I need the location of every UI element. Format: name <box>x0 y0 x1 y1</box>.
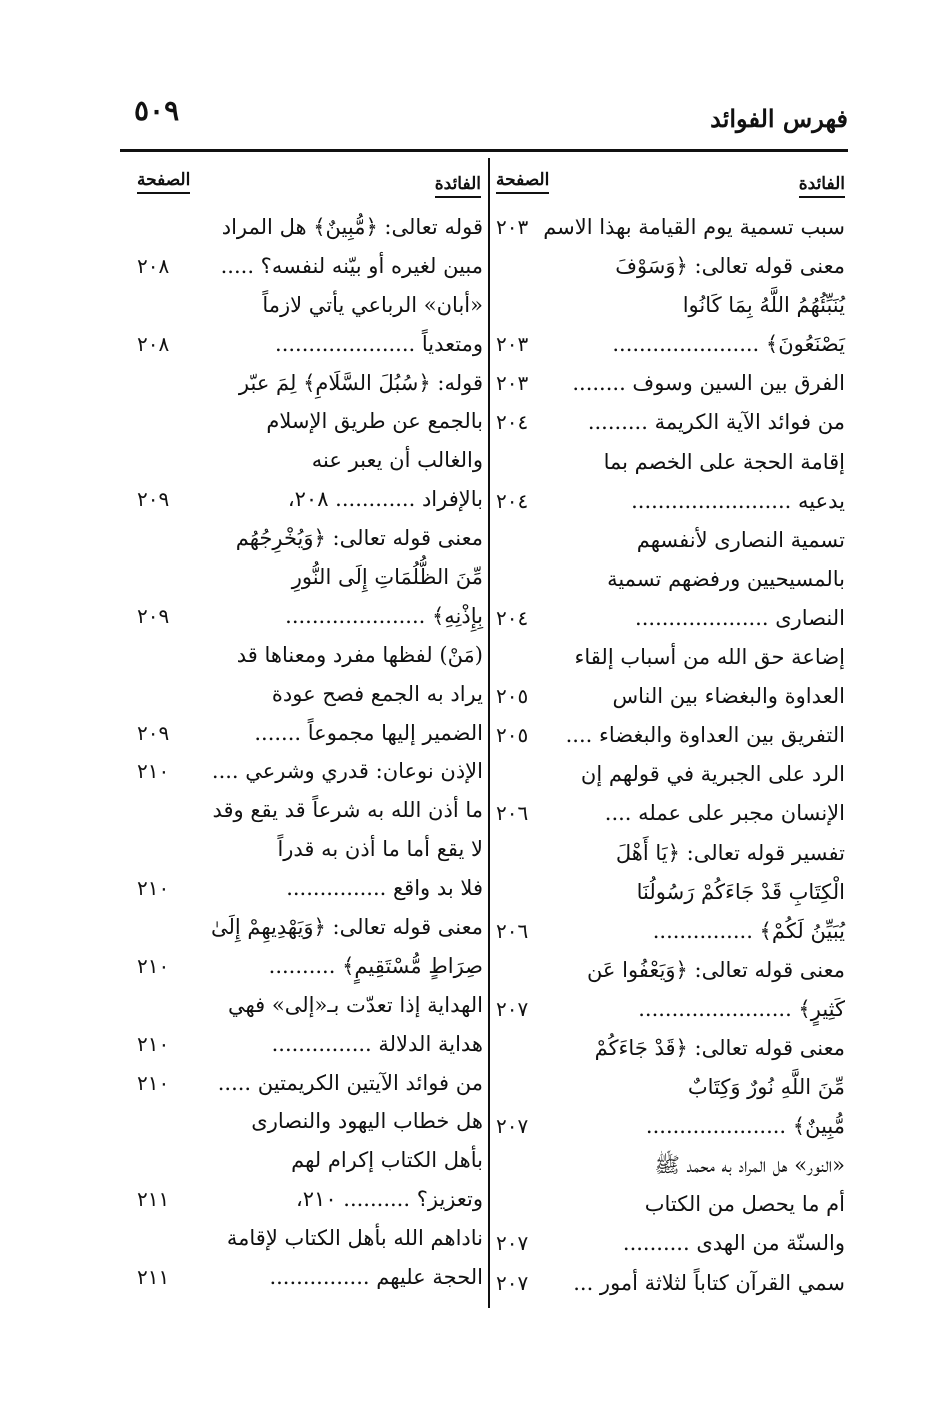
entry-text: بأهل الكتاب إكرام لهم <box>291 1148 483 1173</box>
entry-page-number: ٢٠٩ <box>137 720 170 745</box>
entry-text: بالمسيحيين ورفضهم تسمية <box>607 566 845 591</box>
entry-text: الحجة عليهم ............... <box>269 1265 483 1290</box>
index-entry-line <box>133 208 485 247</box>
index-entry-line <box>492 1029 847 1068</box>
column-heading <box>133 168 485 208</box>
index-entry-line <box>492 716 847 755</box>
index-entry-line <box>492 1146 847 1185</box>
index-column-right <box>492 168 847 1303</box>
entry-page-number: ٢٠٤ <box>496 605 529 630</box>
entry-page-number: ٢١٠ <box>137 759 170 784</box>
index-entry-line <box>492 1264 847 1303</box>
entry-page-number: ٢٠٩ <box>137 487 170 512</box>
index-entry-line <box>492 1068 847 1107</box>
index-entry-line <box>133 1258 485 1297</box>
index-entry-line <box>492 364 847 403</box>
entry-page-number: ٢٠٨ <box>137 253 170 278</box>
index-entry-line <box>492 755 847 794</box>
entry-text: مبين لغيره أو بيّنه لنفسه؟ ..... <box>220 253 483 278</box>
entry-text: الرد على الجبرية في قولهم إن <box>580 762 845 787</box>
index-entry-line <box>133 986 485 1025</box>
heading-page: الصفحة <box>496 170 549 194</box>
entry-text: «النور» هل المراد به محمد ﷺ <box>654 1153 845 1178</box>
entry-text: تسمية النصارى لأنفسهم <box>636 527 845 552</box>
index-entry-line <box>133 247 485 286</box>
entry-text: معنى قوله تعالى: ﴿وَيُخْرِجُهُم <box>235 526 483 551</box>
entry-text: من فوائد الآيتين الكريمتين ..... <box>217 1070 483 1095</box>
entry-text: والغالب أن يعبر عنه <box>311 448 483 473</box>
index-entry-line <box>492 247 847 286</box>
index-entry-line <box>492 912 847 951</box>
index-entry-line <box>492 794 847 833</box>
entry-text: معنى قوله تعالى: ﴿وَيَعْفُوا عَن <box>586 957 845 982</box>
index-entry-line <box>133 1141 485 1180</box>
index-entry-line <box>133 558 485 597</box>
entry-text: إضاعة حق الله من أسباب إلقاء <box>574 645 845 670</box>
entry-text: التفريق بين العداوة والبغضاء .... <box>565 723 845 748</box>
entry-page-number: ٢١٠ <box>137 876 170 901</box>
index-entry-line <box>492 325 847 364</box>
index-entry-line <box>133 714 485 753</box>
entry-text: مِّنَ اللَّهِ نُورٌ وَكِتَابٌ <box>687 1075 845 1100</box>
entry-text: قوله: ﴿سُبُلَ السَّلَامِ﴾ لِمَ عبّر <box>238 370 483 395</box>
index-entry-line <box>133 402 485 441</box>
entry-text: (مَنْ) لفظها مفرد ومعناها قد <box>236 642 483 667</box>
entry-text: الضمير إليها مجموعاً ....... <box>254 720 483 745</box>
entry-text: الهداية إذا تعدّت بـ«إلى» فهي <box>227 992 483 1017</box>
index-entry-line <box>133 869 485 908</box>
index-entry-line <box>133 441 485 480</box>
heading-page: الصفحة <box>137 170 190 194</box>
header-rule <box>120 149 848 152</box>
entry-page-number: ٢٠٥ <box>496 684 529 709</box>
entry-text: قوله تعالى: ﴿مُّبِينٌ﴾ هل المراد <box>221 215 483 239</box>
index-entry-line <box>133 947 485 986</box>
entry-text: أم ما يحصل من الكتاب <box>644 1192 845 1217</box>
entry-page-number: ٢١٠ <box>137 1031 170 1056</box>
entry-page-number: ٢٠٧ <box>496 1270 529 1295</box>
index-entry-line <box>133 830 485 869</box>
index-entry-line <box>133 908 485 947</box>
entry-text: ومتعدياً ..................... <box>275 331 483 356</box>
entry-page-number: ٢٠٨ <box>137 331 170 356</box>
index-entry-line <box>133 286 485 325</box>
index-entry-line <box>492 208 847 247</box>
index-entry-line <box>133 1025 485 1064</box>
index-entry-line <box>133 519 485 558</box>
index-entry-line <box>492 403 847 442</box>
entry-text: تفسير قوله تعالى: ﴿يَا أَهْلَ <box>615 840 845 865</box>
index-entry-line <box>133 597 485 636</box>
column-divider <box>488 158 490 1308</box>
index-entry-line <box>133 364 485 403</box>
entry-text: فلا بد واقع ............... <box>286 876 483 901</box>
entry-text: إقامة الحجة على الخصم بما <box>603 449 845 474</box>
entry-text: ما أذن الله به شرعاً قد يقع وقد <box>212 798 483 823</box>
entry-page-number: ٢٠٦ <box>496 918 529 943</box>
index-entry-line <box>492 1107 847 1146</box>
entry-text: يراد به الجمع فصح عودة <box>271 681 483 706</box>
index-entry-line <box>492 599 847 638</box>
entry-page-number: ٢١٠ <box>137 953 170 978</box>
page-title: فهرس الفوائد <box>710 104 848 133</box>
entry-text: يدعيه ........................ <box>631 488 845 513</box>
page-header <box>120 90 848 152</box>
entry-text: مِّنَ الظُّلُمَاتِ إِلَى النُّورِ <box>291 565 483 590</box>
index-entry-line <box>492 1224 847 1263</box>
entry-text: معنى قوله تعالى: ﴿وَيَهْدِيهِمْ إِلَىٰ <box>210 915 483 940</box>
index-entry-line <box>492 521 847 560</box>
entry-text: سبب تسمية يوم القيامة بهذا الاسم <box>543 215 845 239</box>
entry-text: صِرَاطٍ مُّسْتَقِيمٍ﴾ .......... <box>268 953 483 978</box>
index-column-left <box>133 168 485 1297</box>
index-entry-line <box>133 1064 485 1103</box>
entry-text: بالجمع عن طريق الإسلام <box>266 409 483 434</box>
entry-page-number: ٢٠٧ <box>496 1231 529 1256</box>
index-entry-line <box>133 675 485 714</box>
index-entry-line <box>133 325 485 364</box>
entry-page-number: ٢١١ <box>137 1265 170 1290</box>
index-entry-line <box>492 990 847 1029</box>
index-entry-line <box>492 286 847 325</box>
entry-text: الإنسان مجبر على عمله .... <box>604 801 845 826</box>
index-entry-line <box>133 752 485 791</box>
entry-page-number: ٢٠٥ <box>496 723 529 748</box>
entry-page-number: ٢٠٧ <box>496 1114 529 1139</box>
entry-page-number: ٢٠٤ <box>496 488 529 513</box>
entry-page-number: ٢٠٣ <box>496 332 529 357</box>
column-heading <box>492 168 847 208</box>
heading-benefit: الفائدة <box>435 174 481 198</box>
entry-text: سمي القرآن كتاباً لثلاثة أمور ... <box>573 1270 845 1295</box>
index-entry-line <box>492 638 847 677</box>
index-entry-line <box>492 560 847 599</box>
entry-text: بالإفراد ............ ٢٠٨، <box>287 487 483 512</box>
index-entry-line <box>492 951 847 990</box>
index-entry-line <box>492 482 847 521</box>
entry-text: يَصْنَعُونَ﴾ ...................... <box>612 332 845 357</box>
entry-text: والسنّة من الهدى .......... <box>622 1231 845 1256</box>
page-number: ٥٠٩ <box>134 94 180 127</box>
entry-page-number: ٢٠٤ <box>496 410 529 435</box>
entry-text: يُبَيِّنُ لَكُمْ﴾ ............... <box>652 918 845 943</box>
index-entry-line <box>492 1185 847 1224</box>
entry-page-number: ٢٠٧ <box>496 996 529 1021</box>
entry-page-number: ٢٠٦ <box>496 801 529 826</box>
entry-text: ناداهم الله بأهل الكتاب لإقامة <box>226 1226 483 1251</box>
index-entry-line <box>133 1180 485 1219</box>
entry-page-number: ٢١٠ <box>137 1070 170 1095</box>
entry-text: الْكِتَابِ قَدْ جَاءَكُمْ رَسُولُنَا <box>636 879 845 904</box>
entry-text: الفرق بين السين وسوف ........ <box>572 371 845 396</box>
entry-text: معنى قوله تعالى: ﴿وَسَوْفَ <box>615 254 845 279</box>
entry-text: هداية الدلالة ............... <box>271 1031 483 1056</box>
index-entry-line <box>133 791 485 830</box>
entry-page-number: ٢١١ <box>137 1187 170 1212</box>
entry-text: الإذن نوعان: قدري وشرعي .... <box>211 759 483 784</box>
entry-text: مُّبِينٌ﴾ ..................... <box>645 1114 845 1139</box>
entry-text: النصارى .................... <box>635 605 845 630</box>
index-entry-line <box>133 1219 485 1258</box>
entry-page-number: ٢٠٣ <box>496 215 529 239</box>
entry-text: من فوائد الآية الكريمة ......... <box>587 410 845 435</box>
entry-text: معنى قوله تعالى: ﴿قَدْ جَاءَكُمْ <box>594 1035 845 1060</box>
index-entry-line <box>492 873 847 912</box>
entry-text: هل خطاب اليهود والنصارى <box>251 1109 483 1134</box>
entry-text: «أبان» الرباعي يأتي لازماً <box>262 292 483 317</box>
entry-text: يُنَبِّئُهُمُ اللَّهُ بِمَا كَانُوا <box>682 293 845 318</box>
entry-text: وتعزيز؟ .......... ٢١٠، <box>295 1187 483 1212</box>
entry-text: العداوة والبغضاء بين الناس <box>612 684 845 709</box>
index-entry-line <box>492 443 847 482</box>
entry-text: كَثِيرٍ﴾ ....................... <box>638 996 845 1021</box>
index-entry-line <box>133 480 485 519</box>
entry-page-number: ٢٠٩ <box>137 603 170 628</box>
index-entry-line <box>133 636 485 675</box>
heading-benefit: الفائدة <box>799 174 845 198</box>
entry-page-number: ٢٠٣ <box>496 371 529 396</box>
entry-text: بِإِذْنِهِ﴾ ..................... <box>285 603 483 628</box>
index-entry-line <box>492 834 847 873</box>
index-entry-line <box>492 677 847 716</box>
entry-text: لا يقع أما ما أذن به قدراً <box>277 837 483 862</box>
index-entry-line <box>133 1102 485 1141</box>
